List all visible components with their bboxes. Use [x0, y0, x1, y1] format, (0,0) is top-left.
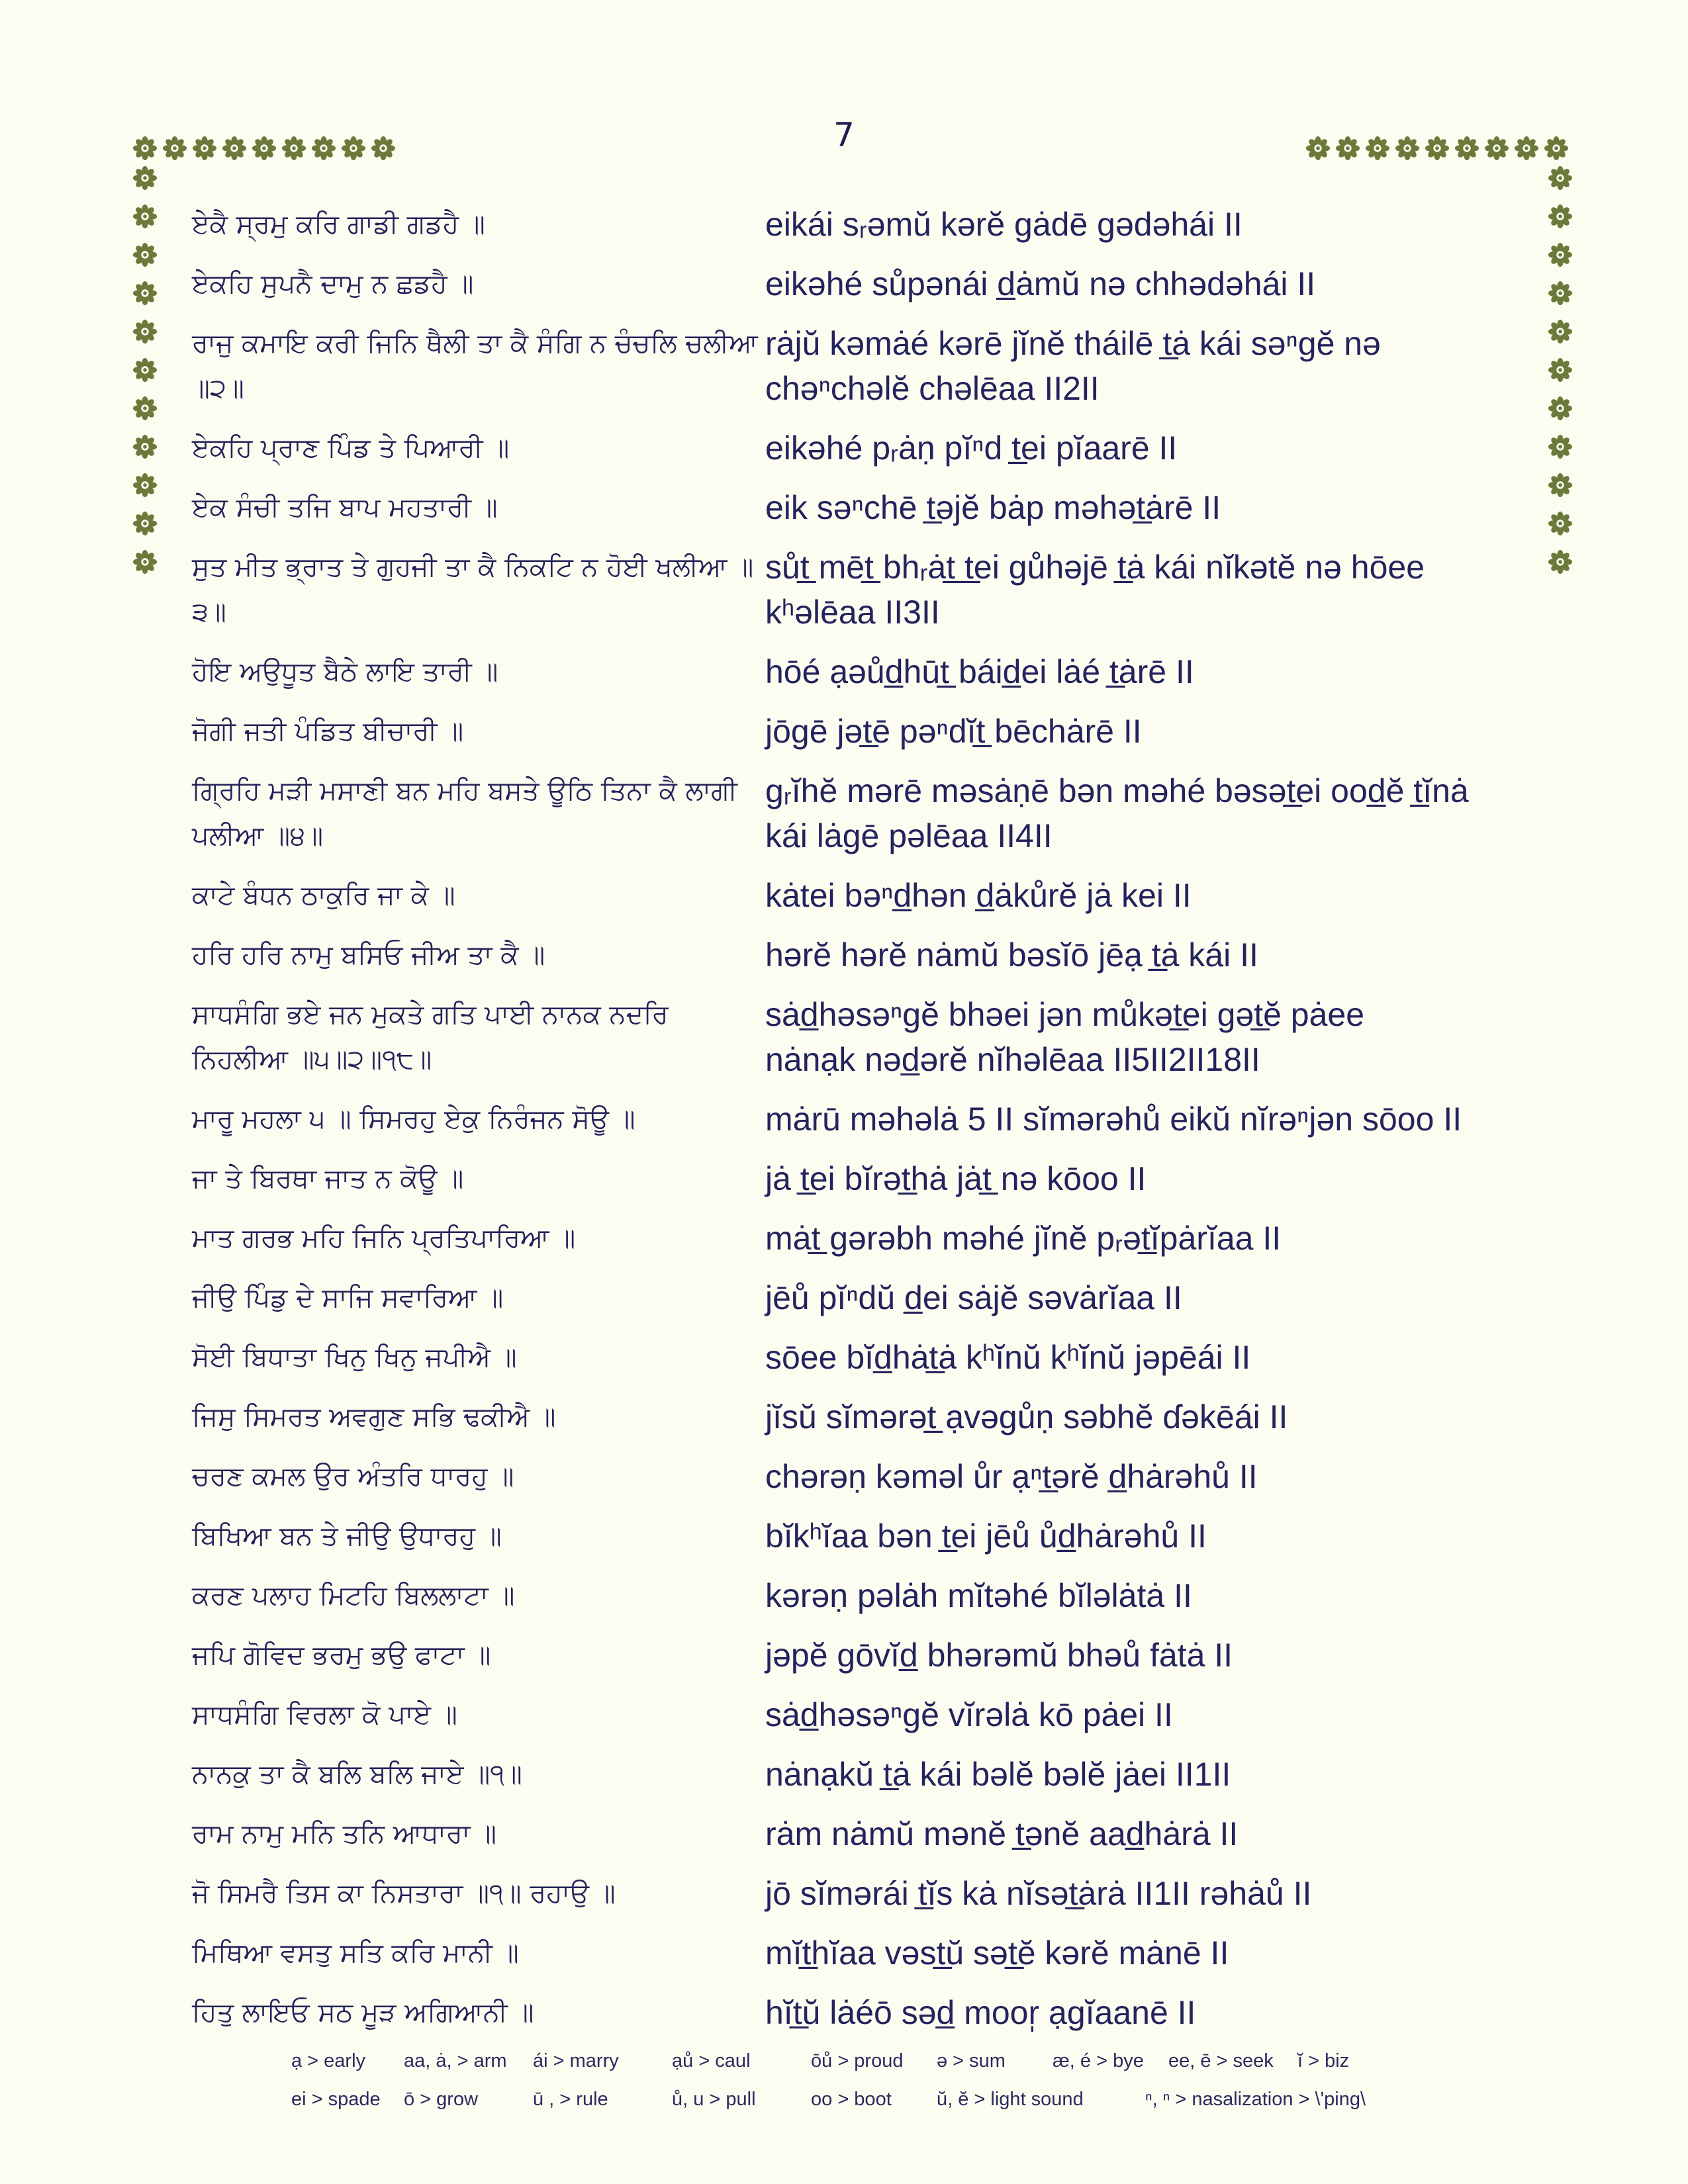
gurmukhi-text: ਬਿਖਿਆ ਬਨ ਤੇ ਜੀਉ ਉਧਾਰਹੁ ॥	[192, 1521, 502, 1551]
flower-ornament-icon	[132, 357, 158, 383]
flower-ornament-icon	[1365, 136, 1390, 161]
verse-row	[192, 1156, 1549, 1201]
transliteration-text: bĭkʰĭaa bən t̲ei jēů ůd̲hȧrəhů II	[765, 1518, 1207, 1555]
gurmukhi-text: ਏਕੈ ਸ੍ਰਮੁ ਕਰਿ ਗਾਡੀ ਗਡਹੈ ॥	[192, 209, 485, 240]
verse-row	[192, 261, 1549, 306]
gurmukhi-text: ਹਰਿ ਹਰਿ ਨਾਮੁ ਬਸਿਓ ਜੀਅ ਤਾ ਕੈ ॥	[192, 940, 545, 970]
flower-ornament-icon	[132, 396, 158, 421]
flower-ornament-icon	[1548, 242, 1573, 267]
verse-row	[192, 1394, 1549, 1439]
transliteration-text: eik səⁿchē t̲əjĕ bȧp məhət̲ȧrē II	[765, 489, 1221, 526]
legend-item: ōů > proud	[811, 2050, 904, 2071]
verse-row	[192, 1811, 1549, 1856]
gurmukhi-text: ਮਾਰੂ ਮਹਲਾ ੫ ॥ ਸਿਮਰਹੁ ਏਕੁ ਨਿਰੰਜਨ ਸੋਊ ॥	[192, 1104, 635, 1134]
transliteration-text: rȧjŭ kəmȧé kərē jĭnĕ tháilē t̲ȧ kái səⁿgĕ nə chəⁿchəlĕ chəlēaa II2II	[765, 325, 1381, 407]
gurmukhi-text: ਕਾਟੇ ਬੰਧਨ ਠਾਕੁਰਿ ਜਾ ਕੇ ॥	[192, 880, 455, 911]
verse-row	[192, 1216, 1549, 1261]
verse-row	[192, 1514, 1549, 1559]
transliteration-text: kərəṇ pəlȧh mĭtəhé bĭləlȧtȧ II	[765, 1577, 1192, 1614]
legend-item: oo > boot	[811, 2088, 892, 2110]
legend-item: ei > spade	[291, 2088, 381, 2110]
gurmukhi-text: ਕਰਣ ਪਲਾਹ ਮਿਟਹਿ ਬਿਲਲਾਟਾ ॥	[192, 1580, 515, 1611]
page-number: 7	[833, 116, 855, 154]
gurmukhi-text: ਮਾਤ ਗਰਭ ਮਹਿ ਜਿਨਿ ਪ੍ਰਤਿਪਾਰਿਆ ॥	[192, 1223, 576, 1253]
verse-row	[192, 1931, 1549, 1976]
verse-row	[192, 321, 1549, 411]
transliteration-text: hərĕ hərĕ nȧmŭ bəsĭō jēạ t̲ȧ kái II	[765, 936, 1258, 974]
flower-ornament-icon	[132, 319, 158, 344]
flower-ornament-icon	[341, 136, 366, 161]
verse-row	[192, 1633, 1549, 1678]
transliteration-text: jĭsŭ sĭmərət̲ ạvəgůṇ səbhĕ ɗəkēái II	[765, 1398, 1288, 1435]
transliteration-text: sōee bĭd̲hȧt̲ȧ kʰĭnŭ kʰĭnŭ jəpēái II	[765, 1339, 1251, 1376]
flower-ornament-icon	[1548, 281, 1573, 306]
transliteration-text: hĭt̲ŭ lȧéō səd̲ moor̩ ạgĭaanē II	[765, 1994, 1196, 2031]
legend-item: ĭ > biz	[1297, 2050, 1350, 2071]
transliteration-text: jēů pĭⁿdŭ d̲ei sȧjĕ səvȧrĭaa II	[765, 1279, 1182, 1316]
verse-row	[192, 709, 1549, 754]
verse-row	[192, 485, 1549, 530]
legend-row	[291, 2042, 1536, 2080]
legend-item: ạ > early	[291, 2050, 366, 2071]
transliteration-text: mȧt̲ gərəbh məhé jĭnĕ pᵣət̲ĭpȧrĭaa II	[765, 1220, 1282, 1257]
verse-row	[192, 1990, 1549, 2035]
gurmukhi-text: ਜਾ ਤੇ ਬਿਰਥਾ ਜਾਤ ਨ ਕੋਊ ॥	[192, 1163, 464, 1194]
gurmukhi-text: ਜੀਉ ਪਿੰਡੁ ਦੇ ਸਾਜਿ ਸਵਾਰਿਆ ॥	[192, 1283, 504, 1313]
transliteration-text: chərəṇ kəməl ůr ạⁿt̲ərĕ d̲hȧrəhů II	[765, 1458, 1258, 1495]
gurmukhi-text: ਜੋ ਸਿਮਰੈ ਤਿਸ ਕਾ ਨਿਸਤਾਰਾ ॥੧॥ ਰਹਾਉ ॥	[192, 1878, 616, 1909]
flower-ornament-icon	[1548, 434, 1573, 459]
ornament-top-right	[1305, 136, 1569, 161]
gurmukhi-text: ਹੋਇ ਅਉਧੂਤ ਬੈਠੇ ਲਾਇ ਤਾਰੀ ॥	[192, 657, 498, 687]
transliteration-text: mȧrū məhəlȧ 5 II sĭmərəhů eikŭ nĭrəⁿjən sōoo II	[765, 1101, 1462, 1138]
verse-row	[192, 1752, 1549, 1797]
legend-item: aa, ȧ, > arm	[404, 2050, 507, 2071]
flower-ornament-icon	[1425, 136, 1450, 161]
verse-row	[192, 1692, 1549, 1737]
flower-ornament-icon	[1548, 549, 1573, 574]
gurmukhi-text: ਮਿਥਿਆ ਵਸਤੁ ਸਤਿ ਕਰਿ ਮਾਨੀ ॥	[192, 1938, 519, 1968]
transliteration-text: jōgē jət̲ē pəⁿdĭt̲ bēchȧrē II	[765, 713, 1142, 750]
gurmukhi-text: ਸਾਧਸੰਗਿ ਭਏ ਜਨ ਮੁਕਤੇ ਗਤਿ ਪਾਈ ਨਾਨਕ ਨਦਰਿ ਨਿਹਲੀਆ ॥੫॥੨॥੧੮॥	[192, 999, 669, 1075]
flower-ornament-icon	[1335, 136, 1360, 161]
pronunciation-legend	[291, 2042, 1536, 2118]
gurmukhi-text: ਜਿਸੁ ਸਿਮਰਤ ਅਵਗੁਣ ਸਭਿ ਢਕੀਐ ॥	[192, 1402, 556, 1432]
gurmukhi-text: ਸੋਈ ਬਿਧਾਤਾ ਖਿਨੁ ਖਿਨੁ ਜਪੀਐ ॥	[192, 1342, 517, 1373]
flower-ornament-icon	[132, 204, 158, 229]
verse-row	[192, 202, 1549, 247]
flower-ornament-icon	[1548, 473, 1573, 498]
flower-ornament-icon	[132, 473, 158, 498]
gurmukhi-text: ਜੋਗੀ ਜਤੀ ਪੰਡਿਤ ਬੀਚਾਰੀ ॥	[192, 716, 464, 747]
flower-ornament-icon	[1548, 396, 1573, 421]
gurmukhi-text: ਗ੍ਰਿਹਿ ਮੜੀ ਮਸਾਣੀ ਬਨ ਮਹਿ ਬਸਤੇ ਊਠਿ ਤਿਨਾ ਕੈ ਲਾਗੀ ਪਲੀਆ ॥੪॥	[192, 776, 737, 851]
verse-row	[192, 1573, 1549, 1618]
flower-ornament-icon	[132, 242, 158, 267]
flower-ornament-icon	[132, 136, 158, 161]
verse-row	[192, 545, 1549, 635]
ornament-top-left	[132, 136, 396, 161]
flower-ornament-icon	[1544, 136, 1569, 161]
transliteration-text: gᵣĭhĕ mərē məsȧṇē bən məhé bəsət̲ei ood̲ĕ t̲ĭnȧ kái lȧgē pəlēaa II4II	[765, 772, 1469, 854]
flower-ornament-icon	[371, 136, 396, 161]
transliteration-text: rȧm nȧmŭ mənĕ t̲ənĕ aad̲hȧrȧ II	[765, 1815, 1239, 1852]
flower-ornament-icon	[132, 511, 158, 536]
flower-ornament-icon	[1548, 204, 1573, 229]
verse-row	[192, 1454, 1549, 1499]
transliteration-text: jō sĭmərái t̲ĭs kȧ nĭsət̲ȧrȧ II1II rəhȧů II	[765, 1875, 1312, 1912]
gurmukhi-text: ਰਾਮ ਨਾਮੁ ਮਨਿ ਤਨਿ ਆਧਾਰਾ ॥	[192, 1819, 496, 1849]
flower-ornament-icon	[281, 136, 306, 161]
gurmukhi-text: ਸਾਧਸੰਗਿ ਵਿਰਲਾ ਕੋ ਪਾਏ ॥	[192, 1700, 457, 1730]
verse-row	[192, 933, 1549, 978]
legend-item: ạů > caul	[672, 2050, 751, 2071]
transliteration-text: eikəhé sůpənái d̲ȧmŭ nə chhədəhái II	[765, 265, 1316, 302]
gurmukhi-text: ਏਕਹਿ ਪ੍ਰਾਣ ਪਿੰਡ ਤੇ ਪਿਆਰੀ ॥	[192, 433, 510, 463]
verse-row	[192, 426, 1549, 471]
flower-ornament-icon	[1305, 136, 1331, 161]
gurmukhi-text: ਚਰਣ ਕਮਲ ਉਰ ਅੰਤਰਿ ਧਾਰਹੁ ॥	[192, 1461, 514, 1492]
verse-row	[192, 768, 1549, 858]
flower-ornament-icon	[1484, 136, 1509, 161]
transliteration-text: hōé ạəůd̲hūt̲ báid̲ei lȧé t̲ȧrē II	[765, 653, 1194, 690]
flower-ornament-icon	[132, 281, 158, 306]
gurmukhi-text: ਹਿਤੁ ਲਾਇਓ ਸਠ ਮੂੜ ਅਗਿਆਨੀ ॥	[192, 1997, 534, 2028]
legend-item: ŭ, ĕ > light sound	[937, 2088, 1084, 2110]
verse-row	[192, 1275, 1549, 1320]
ornament-left-column	[132, 165, 158, 574]
legend-item: ái > marry	[533, 2050, 619, 2071]
transliteration-text: mĭt̲hĭaa vəst̲ŭ sət̲ĕ kərĕ mȧnē II	[765, 1934, 1229, 1972]
gurmukhi-text: ਏਕਹਿ ਸੁਪਨੈ ਦਾਮੁ ਨ ਛਡਹੈ ॥	[192, 269, 474, 299]
flower-ornament-icon	[1548, 357, 1573, 383]
legend-item: ū , > rule	[533, 2088, 608, 2110]
verse-list	[192, 202, 1549, 2050]
gurmukhi-text: ਏਕ ਸੰਚੀ ਤਜਿ ਬਾਪ ਮਹਤਾਰੀ ॥	[192, 492, 498, 523]
verse-row	[192, 992, 1549, 1082]
transliteration-text: sůt̲ mēt̲ bhᵣȧt̲ t̲ei gůhəjē t̲ȧ kái nĭkətĕ nə hōee kʰəlēaa II3II	[765, 549, 1425, 631]
legend-row	[291, 2080, 1536, 2118]
flower-ornament-icon	[132, 434, 158, 459]
flower-ornament-icon	[132, 549, 158, 574]
flower-ornament-icon	[132, 165, 158, 191]
verse-row	[192, 1871, 1549, 1916]
flower-ornament-icon	[1454, 136, 1479, 161]
legend-item: ō > grow	[404, 2088, 479, 2110]
gurmukhi-text: ਜਪਿ ਗੋਵਿਦ ਭਰਮੁ ਭਉ ਫਾਟਾ ॥	[192, 1640, 491, 1670]
verse-row	[192, 873, 1549, 918]
transliteration-text: jəpĕ gōvĭd̲ bhərəmŭ bhəů fȧtȧ II	[765, 1637, 1233, 1674]
flower-ornament-icon	[311, 136, 336, 161]
flower-ornament-icon	[222, 136, 247, 161]
flower-ornament-icon	[252, 136, 277, 161]
transliteration-text: eikəhé pᵣȧṇ pĭⁿd t̲ei pĭaarē II	[765, 430, 1178, 467]
legend-item: æ, é > bye	[1053, 2050, 1144, 2071]
verse-row	[192, 1097, 1549, 1142]
flower-ornament-icon	[1548, 165, 1573, 191]
transliteration-text: sȧd̲həsəⁿgĕ vĭrəlȧ kō pȧei II	[765, 1696, 1173, 1733]
flower-ornament-icon	[192, 136, 217, 161]
legend-item: ů, u > pull	[672, 2088, 756, 2110]
verse-row	[192, 649, 1549, 694]
legend-item: ee, ē > seek	[1168, 2050, 1274, 2071]
flower-ornament-icon	[1395, 136, 1420, 161]
verse-row	[192, 1335, 1549, 1380]
ornament-right-column	[1548, 165, 1573, 574]
transliteration-text: eikái sᵣəmŭ kərĕ gȧdē gədəhái II	[765, 206, 1243, 243]
flower-ornament-icon	[1548, 511, 1573, 536]
transliteration-text: nȧnạkŭ t̲ȧ kái bəlĕ bəlĕ jȧei II1II	[765, 1756, 1231, 1793]
transliteration-text: jȧ t̲ei bĭrət̲hȧ jȧt̲ nə kōoo II	[765, 1160, 1147, 1197]
legend-item: ⁿ, ⁿ > nasalization > \'ping\	[1145, 2088, 1366, 2110]
transliteration-text: sȧd̲həsəⁿgĕ bhəei jən můkət̲ei gət̲ĕ pȧee nȧnạk nəd̲ərĕ nĭhəlēaa II5II2II18II	[765, 996, 1365, 1078]
gurmukhi-text: ਸੁਤ ਮੀਤ ਭ੍ਰਾਤ ਤੇ ਗੁਹਜੀ ਤਾ ਕੈ ਨਿਕਟਿ ਨ ਹੋਈ ਖਲੀਆ ॥੩॥	[192, 552, 754, 627]
flower-ornament-icon	[162, 136, 187, 161]
legend-item: ə > sum	[937, 2050, 1006, 2071]
flower-ornament-icon	[1514, 136, 1539, 161]
gurmukhi-text: ਨਾਨਕੁ ਤਾ ਕੈ ਬਲਿ ਬਲਿ ਜਾਏ ॥੧॥	[192, 1759, 522, 1790]
flower-ornament-icon	[1548, 319, 1573, 344]
transliteration-text: kȧtei bəⁿd̲hən d̲ȧkůrĕ jȧ kei II	[765, 877, 1192, 914]
gurmukhi-text: ਰਾਜੁ ਕਮਾਇ ਕਰੀ ਜਿਨਿ ਥੈਲੀ ਤਾ ਕੈ ਸੰਗਿ ਨ ਚੰਚਲਿ ਚਲੀਆ ॥੨॥	[192, 328, 758, 404]
